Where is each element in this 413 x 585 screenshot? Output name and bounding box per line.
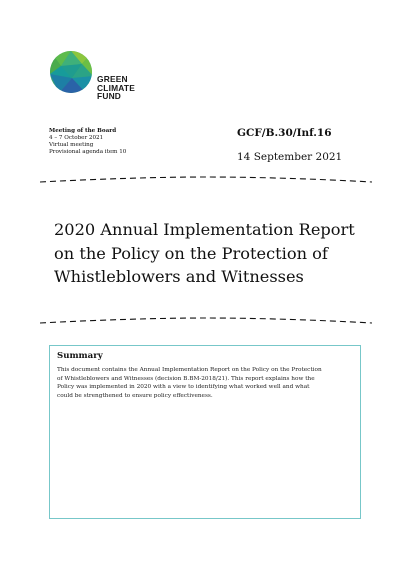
bottom-divider (38, 317, 374, 325)
document-date: 14 September 2021 (237, 151, 343, 163)
document-title (54, 218, 374, 289)
document-code: GCF/B.30/Inf.16 (237, 127, 332, 139)
agenda-item: Provisional agenda item 10 (49, 149, 127, 155)
globe-logo-icon (49, 48, 95, 100)
summary-line: could be strengthened to ensure policy effectiveness. (57, 392, 213, 399)
summary-line: Policy was implemented in 2020 with a view to identifying what worked well and what (57, 384, 310, 391)
document-info (237, 126, 342, 164)
summary-text (57, 366, 353, 400)
top-divider (38, 176, 374, 184)
meeting-mode: Virtual meeting (49, 142, 94, 148)
summary-line: This document contains the Annual Implementation Report on the Policy on the Protection (57, 367, 322, 373)
title-line: 2020 Annual Implementation Report (54, 220, 355, 239)
meeting-info (49, 128, 126, 156)
title-line: on the Policy on the Protection of (54, 243, 328, 263)
logo-line-fund: FUND (97, 91, 122, 102)
meeting-dates: 4 – 7 October 2021 (49, 135, 104, 141)
logo-line-green: GREEN (97, 74, 128, 84)
summary-heading: Summary (57, 351, 103, 361)
logo-line-climate: CLIMATE (97, 82, 135, 93)
green-climate-fund-logo (49, 48, 149, 110)
logo-wordmark (97, 75, 135, 101)
summary-box (49, 345, 361, 519)
meeting-title: Meeting of the Board (49, 128, 117, 134)
summary-line: of Whistleblowers and Witnesses (decision B.BM-2018/21). This report explains how the (57, 375, 315, 382)
title-line: Whistleblowers and Witnesses (54, 267, 304, 286)
